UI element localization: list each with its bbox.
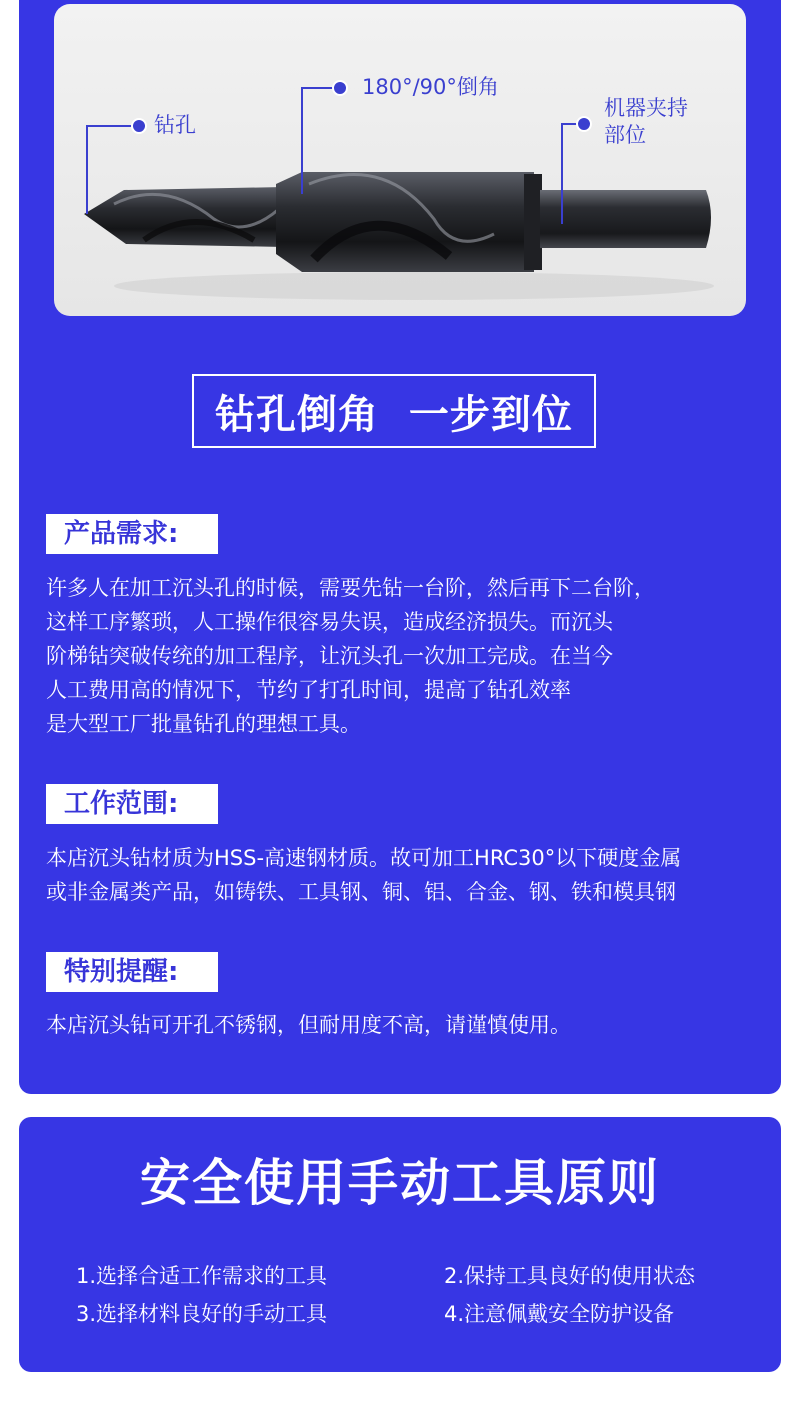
safety-rule-item: 2.保持工具良好的使用状态 (444, 1264, 696, 1288)
callout-dot-drill (132, 119, 146, 133)
scope-line: 或非金属类产品，如铸铁、工具钢、铜、铝、合金、钢、铁和模具钢 (46, 880, 676, 904)
section-tag-reminder: 特别提醒: (46, 952, 218, 992)
callout-dot-clamp (577, 117, 591, 131)
demand-line: 人工费用高的情况下，节约了打孔时间，提高了钻孔效率 (46, 678, 571, 702)
demand-line: 阶梯钻突破传统的加工程序，让沉头孔一次加工完成。在当今 (46, 644, 613, 668)
step-drill-image (54, 4, 746, 316)
headline: 钻孔倒角 一步到位 (192, 374, 596, 448)
demand-line: 是大型工厂批量钻孔的理想工具。 (46, 712, 361, 736)
demand-line: 许多人在加工沉头孔的时候，需要先钻一台阶，然后再下二台阶， (46, 576, 655, 600)
section-tag-scope: 工作范围: (46, 784, 218, 824)
drill-shank (540, 190, 711, 248)
safety-rule-item: 1.选择合适工作需求的工具 (76, 1264, 328, 1288)
demand-paragraph (46, 571, 655, 741)
safety-title: 安全使用手动工具原则 (140, 1154, 660, 1212)
scope-line: 本店沉头钻材质为HSS-高速钢材质。故可加工HRC30°以下硬度金属 (46, 846, 682, 870)
reminder-line: 本店沉头钻可开孔不锈钢，但耐用度不高，请谨慎使用。 (46, 1013, 571, 1037)
reminder-paragraph (46, 1008, 571, 1042)
demand-line: 这样工序繁琐，人工操作很容易失误，造成经济损失。而沉头 (46, 610, 613, 634)
safety-rule-item: 4.注意佩戴安全防护设备 (444, 1302, 675, 1326)
callout-clamp-label (604, 95, 688, 149)
callout-drill-label: 钻孔 (154, 113, 196, 137)
callout-dot-chamfer (333, 81, 347, 95)
scope-paragraph (46, 841, 681, 909)
section-tag-demand: 产品需求: (46, 514, 218, 554)
callout-chamfer-label: 180°/90°倒角 (362, 75, 499, 99)
callout-clamp-line1: 机器夹持 (604, 96, 688, 120)
safety-rule-item: 3.选择材料良好的手动工具 (76, 1302, 328, 1326)
callout-clamp-line2: 部位 (604, 123, 646, 147)
product-photo-card (54, 4, 746, 316)
